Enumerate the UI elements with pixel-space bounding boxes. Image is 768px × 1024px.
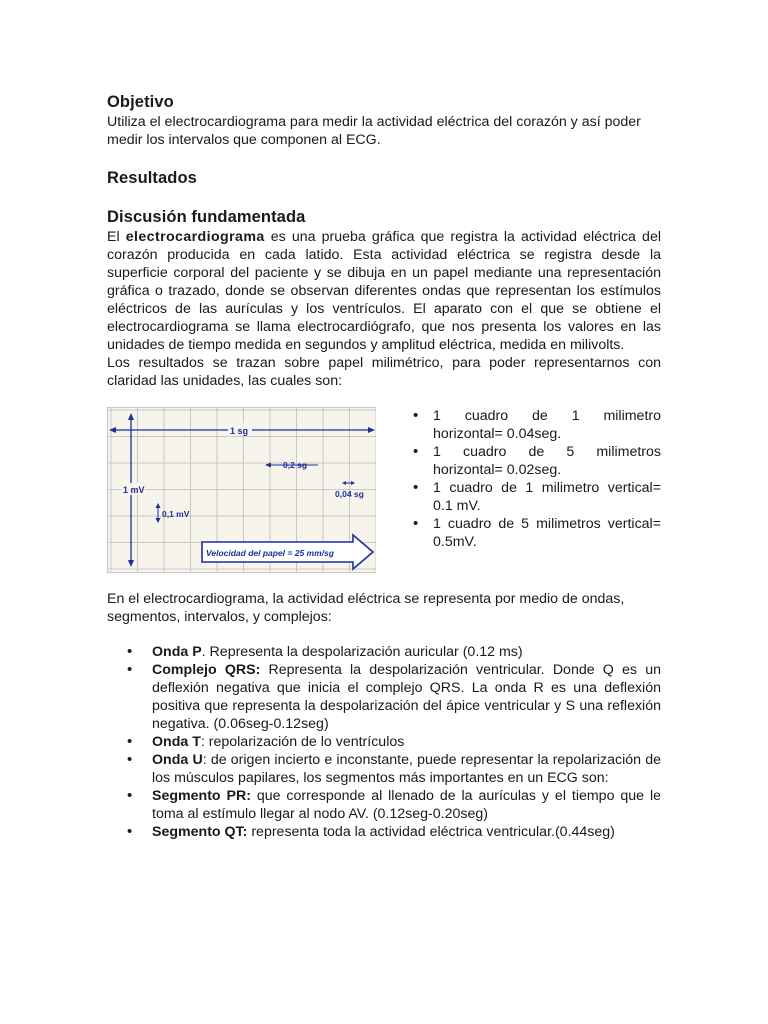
units-list-item: [415, 407, 661, 443]
discusion-paragraph-1: [107, 228, 661, 354]
unit-line-2: horizontal= 0.04seg.: [433, 426, 562, 442]
wave-item: [107, 661, 661, 733]
objetivo-heading: Objetivo: [107, 93, 174, 111]
wave-item: [107, 823, 661, 841]
point-one-millivolt-label: 0,1 mV: [162, 509, 190, 519]
discusion-body: [107, 228, 661, 390]
units-list-item: [415, 479, 661, 515]
point-two-second-label: 0,2 sg: [283, 460, 308, 470]
wave-item: [107, 733, 661, 751]
wave-description: : de origen incierto e inconstante, puede representar la repolarización de los músculos papilares, los segmentos más importantes en un ECG son:: [152, 752, 661, 786]
units-list-item: [415, 443, 661, 479]
wave-description: : repolarización de lo ventrículos: [200, 734, 405, 750]
wave-term: Complejo QRS:: [152, 662, 261, 678]
wave-term: Onda P: [152, 644, 202, 660]
wave-term: Onda T: [152, 734, 201, 750]
ecg-units-section: [107, 407, 661, 573]
unit-line-1: • 1 cuadro de 5 milimetros vertical=: [433, 516, 661, 532]
one-millivolt-label: 1 mV: [123, 485, 145, 495]
wave-item: [107, 787, 661, 823]
wave-description: . Representa la despolarización auricular (0.12 ms): [201, 644, 523, 660]
one-second-label: 1 sg: [230, 426, 249, 436]
wave-term: Segmento PR:: [152, 788, 251, 804]
ecg-paper-figure: [107, 407, 376, 573]
ecg-paper-svg: [107, 407, 376, 573]
wave-term: Segmento QT:: [152, 824, 248, 840]
unit-line-2: horizontal= 0.02seg.: [433, 462, 562, 478]
discusion-p1-term: electrocardiograma: [125, 229, 265, 245]
unit-line-2: 0.1 mV.: [433, 498, 481, 514]
ondas-intro: En el electrocardiograma, la actividad eléctrica se representa por medio de ondas, segmentos, intervalos, y complejos:: [107, 591, 625, 625]
unit-line-2: 0.5mV.: [433, 534, 477, 550]
units-list: [415, 407, 661, 551]
discusion-p1-prefix: El: [107, 229, 126, 245]
wave-term: Onda U: [152, 752, 203, 768]
discusion-paragraph-2: Los resultados se trazan sobre papel milimétrico, para poder representarnos con claridad las unidades, las cuales son:: [107, 355, 661, 389]
objetivo-text: Utiliza el electrocardiograma para medir la actividad eléctrica del corazón y así poder medir los intervalos que componen al ECG.: [107, 114, 641, 148]
wave-description: representa toda la actividad eléctrica ventricular.(0.44seg): [247, 824, 615, 840]
wave-description: que corresponde al llenado de la aurículas y el tiempo que le toma al estímulo llegar al nodo AV. (0.12seg-0.20seg): [152, 788, 661, 822]
resultados-heading: Resultados: [107, 169, 197, 187]
wave-description: Representa la despolarización ventricular. Donde Q es un deflexión negativa que inicia el complejo QRS. La onda R es una deflexión positiva que representa la despolarización del ápice ventricular y S una reflexión negativa. (0.06seg-0.12seg): [152, 662, 661, 732]
discusion-heading: Discusión fundamentada: [107, 208, 306, 226]
paper-speed-label: Velocidad del papel = 25 mm/sg: [206, 548, 334, 558]
wave-item: [107, 751, 661, 787]
waves-list: [107, 643, 661, 841]
wave-item: [107, 643, 661, 661]
unit-line-1: • 1 cuadro de 1 milimetro vertical=: [433, 480, 661, 496]
discusion-p1-rest: es una prueba gráfica que registra la actividad eléctrica del corazón producida en cada latido. Esta actividad eléctrica se registra desde la superficie corporal del paciente y se dibuja en un papel mediante una representación gráfica o trazado, donde se observan diferentes ondas que representan los estímulos eléctricos de las aurículas y los ventrículos. El aparato con el que se obtiene el electrocardiograma se llama electrocardiógrafo, que nos presenta los valores en las unidades de tiempo medida en segundos y amplitud eléctrica, medida en milivolts.: [107, 229, 661, 353]
unit-line-1: • 1 cuadro de 1 milimetro: [433, 408, 661, 424]
unit-line-1: • 1 cuadro de 5 milimetros: [433, 444, 661, 460]
point-zero-four-second-label: 0,04 sg: [335, 489, 364, 499]
units-list-item: [415, 515, 661, 551]
